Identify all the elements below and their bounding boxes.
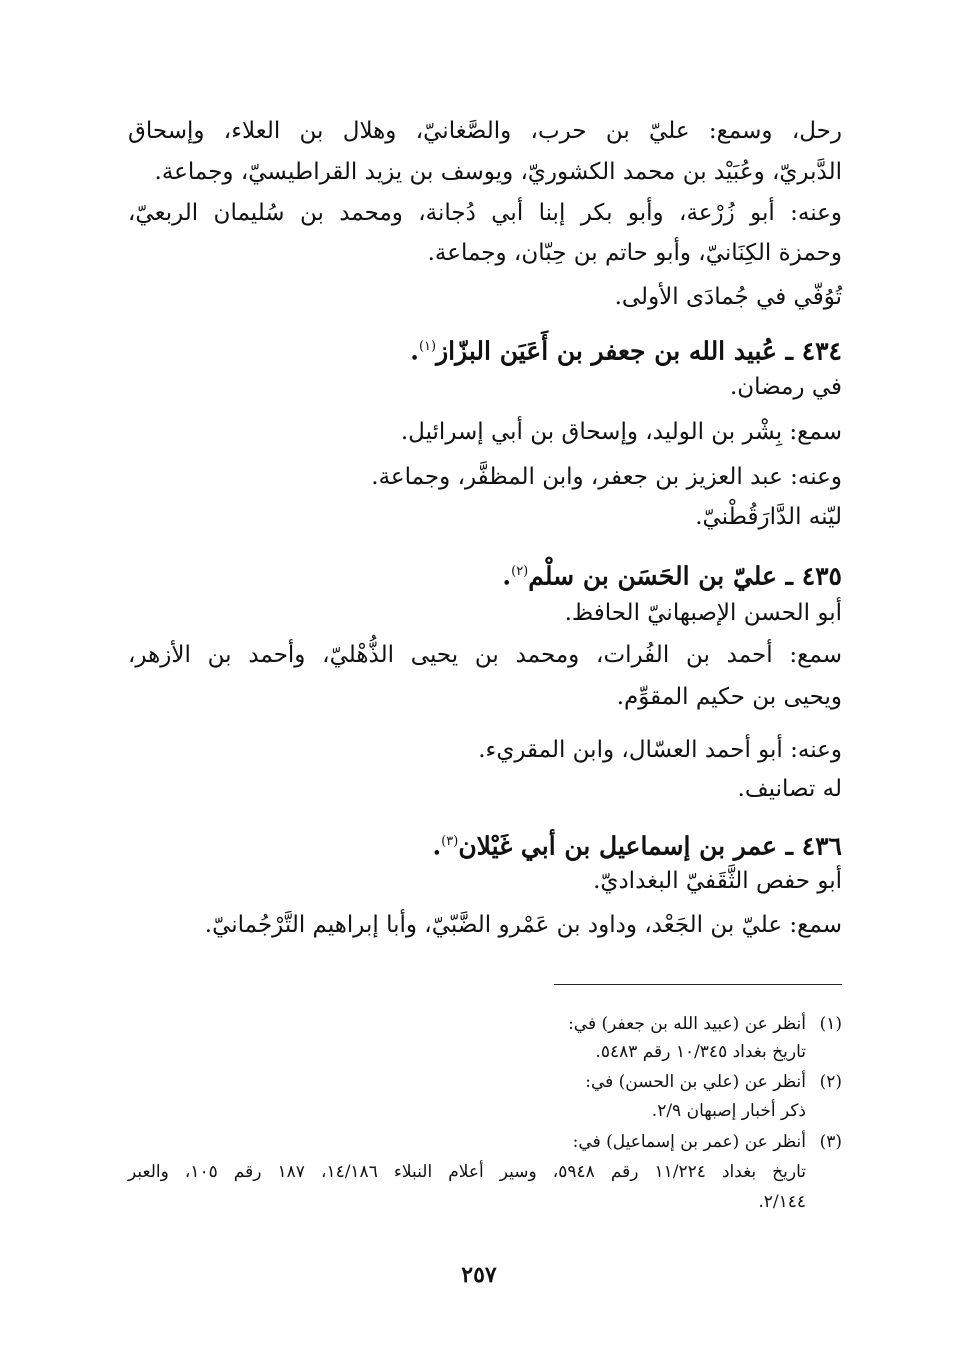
footnote-number: (٣) [819, 1132, 842, 1152]
footnote-text: تاريخ بغداد ١٠/٣٤٥ رقم ٥٤٨٣. [595, 1042, 806, 1062]
text-line: وعنه: عبد العزيز بن جعفر، وابن المظفَّر، وجماعة. [371, 464, 842, 490]
footnote-divider [554, 984, 842, 985]
footnote-ref: (٣) [441, 834, 459, 849]
footnote-text: أنظر عن (علي بن الحسن) في: [585, 1072, 806, 1092]
footnote-text: ذكر أخبار إصبهان ٢/٩. [651, 1101, 806, 1121]
text-line: وحمزة الكِنَانيّ، وأبو حاتم بن حِبّان، وجماعة. [427, 240, 842, 266]
entry-heading-435 [502, 555, 842, 593]
text-line: رحل، وسمع: عليّ بن حرب، والصَّغانيّ، وهلال بن العلاء، وإسحاق [128, 118, 842, 144]
footnote-2 [585, 1070, 842, 1094]
text-line: أبو حفص الثَّقَفيّ البغداديّ. [593, 868, 842, 894]
footnote-1 [568, 1012, 842, 1036]
text-line: وعنه: أبو زُرْعة، وأبو بكر إبنا أبي دُجانة، ومحمد بن سُليمان الربعيّ، [128, 200, 842, 226]
entry-heading-434 [410, 330, 842, 368]
text-line: ليّنه الدَّارَقُطْنيّ. [695, 504, 842, 530]
entry-heading-text: ٤٣٦ ـ عمر بن إسماعيل بن أبي غَيْلان [458, 831, 842, 861]
footnote-ref: (٢) [511, 564, 529, 579]
footnote-number: (١) [819, 1014, 842, 1034]
text-line: سمع: أحمد بن الفُرات، ومحمد بن يحيى الذُّهْليّ، وأحمد بن الأزهر، [128, 642, 842, 668]
text-line: في رمضان. [729, 374, 842, 400]
text-line: سمع: عليّ بن الجَعْد، وداود بن عَمْرو الضَّبّيّ، وأبا إبراهيم التَّرْجُمانيّ. [204, 912, 842, 938]
footnote-ref: (١) [418, 339, 437, 354]
page-number: ٢٥٧ [461, 1262, 497, 1288]
text-line: ويحيى بن حكيم المقوِّم. [616, 684, 842, 710]
entry-heading-tail: . [502, 561, 512, 591]
text-line: أبو الحسن الإصبهانيّ الحافظ. [564, 600, 842, 626]
entry-heading-text: ٤٣٥ ـ عليّ بن الحَسَن بن سلْم [528, 561, 842, 591]
entry-heading-436 [432, 825, 842, 863]
entry-heading-text: ٤٣٤ ـ عُبيد الله بن جعفر بن أَعَيَن البزّاز [436, 336, 842, 366]
footnote-text: ٢/١٤٤. [758, 1192, 806, 1212]
text-line: الدَّبريّ، وعُبَيْد بن محمد الكشوريّ، ويوسف بن يزيد القراطيسيّ، وجماعة. [154, 159, 842, 185]
footnote-number: (٢) [819, 1072, 842, 1092]
text-line: وعنه: أبو أحمد العسّال، وابن المقريء. [478, 737, 842, 763]
text-line: تُوُفّي في جُمادَى الأولى. [614, 284, 842, 310]
text-line: له تصانيف. [737, 776, 842, 802]
text-line: سمع: بِشْر بن الوليد، وإسحاق بن أبي إسرائيل. [400, 419, 842, 445]
entry-heading-tail: . [432, 831, 442, 861]
footnote-text: تاريخ بغداد ١١/٢٢٤ رقم ٥٩٤٨، وسير أعلام النبلاء ١٤/١٨٦، ١٨٧ رقم ١٠٥، والعبر [128, 1162, 806, 1182]
entry-heading-tail: . [410, 336, 419, 366]
footnote-text: أنظر عن (عبيد الله بن جعفر) في: [568, 1014, 806, 1034]
footnote-3 [573, 1130, 842, 1154]
footnote-text: أنظر عن (عمر بن إسماعيل) في: [572, 1132, 806, 1152]
